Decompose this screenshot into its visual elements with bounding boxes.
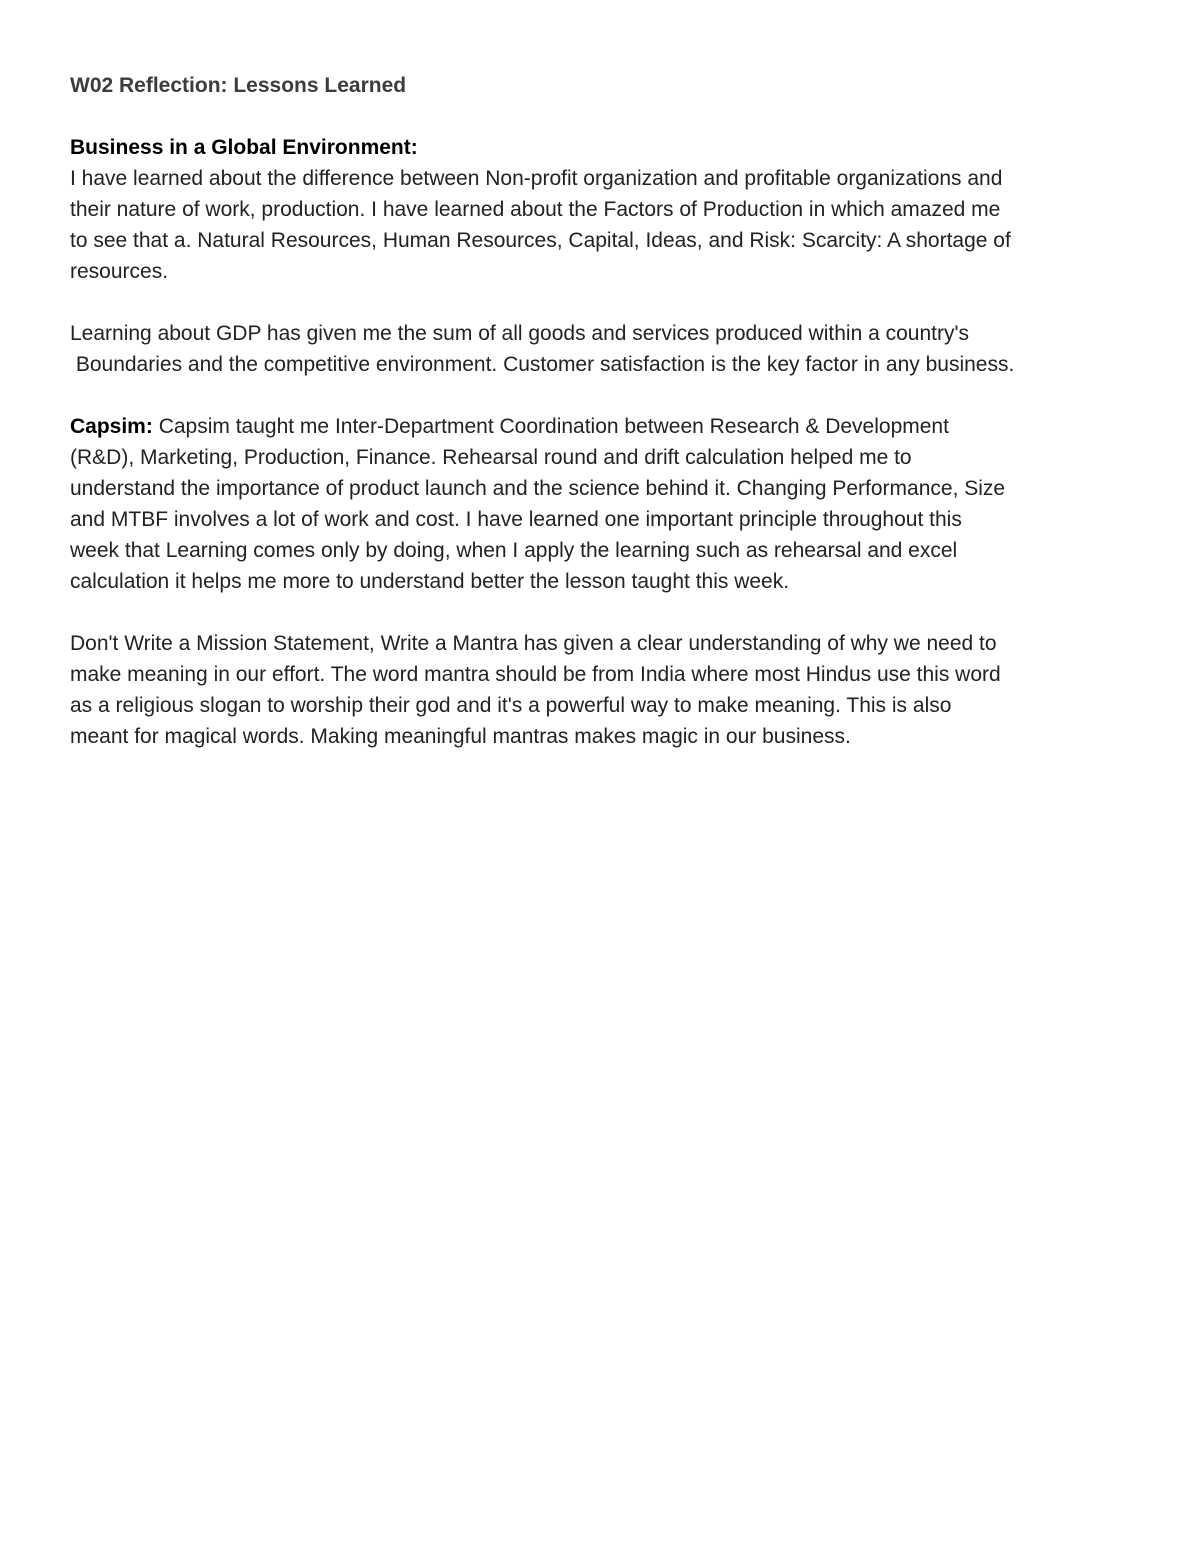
paragraph-line: meant for magical words. Making meaningful mantras makes magic in our business. <box>70 725 851 748</box>
section-business-global-environment <box>70 132 1140 287</box>
document-body <box>70 70 1140 783</box>
capsim-intro-text: Capsim taught me Inter-Department Coordination between Research & Development <box>152 415 949 438</box>
paragraph-line: and MTBF involves a lot of work and cost. I have learned one important principle throughout this <box>70 508 962 531</box>
capsim-label: Capsim: <box>70 415 153 438</box>
paragraph-line: their nature of work, production. I have learned about the Factors of Production in which amazed me <box>70 198 1001 221</box>
section-gdp <box>70 318 1140 380</box>
paragraph-line: as a religious slogan to worship their god and it's a powerful way to make meaning. This is also <box>70 694 952 717</box>
section-capsim <box>70 411 1140 597</box>
paragraph-line: week that Learning comes only by doing, when I apply the learning such as rehearsal and excel <box>70 539 958 562</box>
paragraph-line <box>70 411 1140 442</box>
paragraph-line: to see that a. Natural Resources, Human Resources, Capital, Ideas, and Risk: Scarcity: A shortage of <box>70 229 1011 252</box>
section-mantra <box>70 628 1140 752</box>
paragraph-line: Learning about GDP has given me the sum of all goods and services produced within a country's <box>70 322 969 345</box>
paragraph-line: (R&D), Marketing, Production, Finance. Rehearsal round and drift calculation helped me to <box>70 446 912 469</box>
paragraph-line: resources. <box>70 260 169 283</box>
paragraph-line: Boundaries and the competitive environment. Customer satisfaction is the key factor in any business. <box>70 353 1015 376</box>
paragraph-line: understand the importance of product launch and the science behind it. Changing Performance, Size <box>70 477 1006 500</box>
paragraph-line: I have learned about the difference between Non-profit organization and profitable organizations and <box>70 167 1003 190</box>
section-heading: Business in a Global Environment: <box>70 136 418 159</box>
paragraph-line: calculation it helps me more to understand better the lesson taught this week. <box>70 570 790 593</box>
paragraph-line: Don't Write a Mission Statement, Write a Mantra has given a clear understanding of why we need to <box>70 632 997 655</box>
paragraph-line: make meaning in our effort. The word mantra should be from India where most Hindus use this word <box>70 663 1001 686</box>
document-title: W02 Reflection: Lessons Learned <box>70 74 407 97</box>
